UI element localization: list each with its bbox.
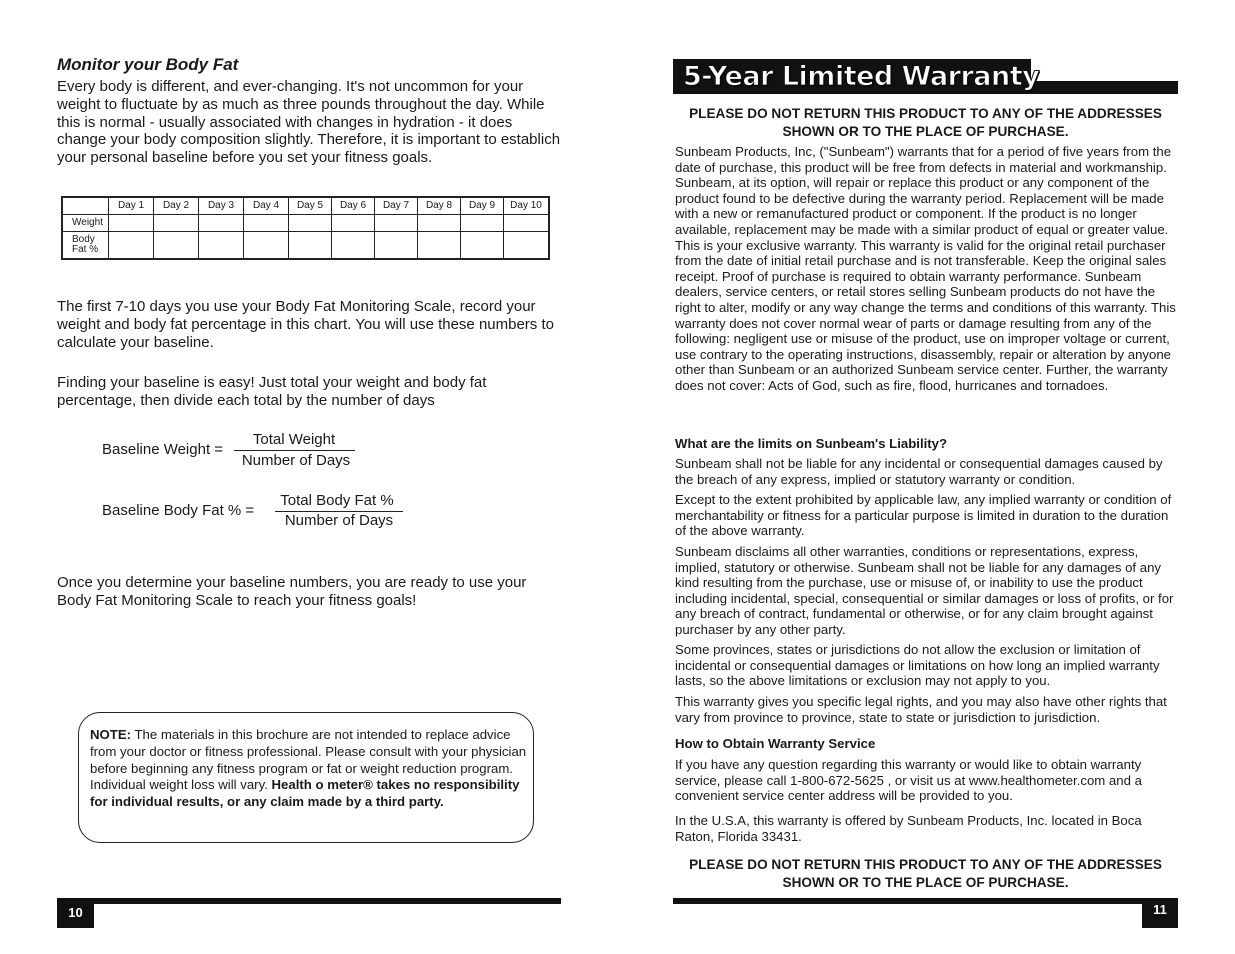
table-header-cell: Day 10 [504,197,550,214]
return-notice-top: PLEASE DO NOT RETURN THIS PRODUCT TO ANY OF THE ADDRESSES SHOWN OR TO THE PLACE OF PURCHASE. [689,106,1162,139]
note-text [90,727,530,811]
table-cell [154,214,199,231]
warranty-paragraph-7: If you have any question regarding this warranty or would like to obtain warranty service, please call 1-800-672-5625 , or visit us at www.healthometer.com and a convenient service center address will be provided to you. [675,757,1142,804]
intro-paragraph: Every body is different, and ever-changing. It's not uncommon for your weight to fluctuate by as much as three pounds throughout the day. While this is normal - usually associated with changes in hydration - it does change your body composition slightly. Therefore, it is important to establich your personal baseline before you set your fitness goals. [57,78,561,167]
warranty-title-rule [1031,81,1178,94]
table-cell [418,231,461,259]
table-row-bodyfat [62,231,549,259]
formula-bodyfat-numerator: Total Body Fat % [280,492,394,509]
table-cell [199,214,244,231]
formula-weight-denominator: Number of Days [241,452,351,469]
table-header-cell: Day 4 [244,197,289,214]
table-header-cell: Day 6 [332,197,375,214]
section-heading: Monitor your Body Fat [57,55,239,74]
row-label-weight: Weight [62,214,109,231]
service-heading: How to Obtain Warranty Service [675,736,876,751]
row-label-bodyfat [62,231,109,259]
table-cell [375,231,418,259]
table-row-weight [62,214,549,231]
table-header-row [62,197,549,214]
table-cell [504,214,550,231]
table-corner-cell [62,197,109,214]
warranty-paragraph-4: Sunbeam disclaims all other warranties, conditions or representations, express, implied, statutory or otherwise. Sunbeam shall not be liable for any damages of any kind resulting from the purchase, use or misuse of, or inability to use the product including incidental, special, consequential or similar damages or loss of profits, or for any breach of contract, fundamental or otherwise, or for any claim brought against purchaser by any other party. [675,544,1174,637]
note-label: NOTE: [90,727,132,742]
warranty-paragraph-5: Some provinces, states or jurisdictions do not allow the exclusion or limitation of incidental or consequential damages or limitations on how long an implied warranty lasts, so the above limitations or exclusion may not apply to you. [675,642,1160,689]
table-cell [244,214,289,231]
page-number-right: 11 [1142,898,1178,928]
warranty-title: 5-Year Limited Warranty [683,61,1040,92]
warranty-paragraph-2: Sunbeam shall not be liable for any incidental or consequential damages caused by the breach of any express, implied or statutory warranty or condition. [675,456,1163,487]
table-header-cell: Day 8 [418,197,461,214]
table-cell [154,231,199,259]
baseline-paragraph: Finding your baseline is easy! Just total your weight and body fat percentage, then divide each total by the number of days [57,374,487,409]
table-cell [289,214,332,231]
formula-weight-label: Baseline Weight = [102,441,224,458]
table-cell [109,214,154,231]
table-cell [461,231,504,259]
warranty-paragraph-3: Except to the extent prohibited by applicable law, any implied warranty or condition of merchantability or fitness for a particular purpose is limited in duration to the duration of the above warranty. [675,492,1172,539]
table-header-cell: Day 7 [375,197,418,214]
note-body: The materials in this brochure are not intended to replace advice from your doctor or fitness professional. Please consult with your physician before beginning any fitness program or fat or weight reduction program. Individual weight loss will vary. [90,727,527,793]
note-disclaimer: Health o meter® takes no responsibility for individual results, or any claim made by a third party. [90,777,520,810]
closing-paragraph: Once you determine your baseline numbers, you are ready to use your Body Fat Monitoring Scale to reach your fitness goals! [57,574,527,609]
return-notice-bottom: PLEASE DO NOT RETURN THIS PRODUCT TO ANY OF THE ADDRESSES SHOWN OR TO THE PLACE OF PURCHASE. [689,857,1162,890]
right-footer-rule [673,898,1178,904]
page-number-left: 10 [57,898,94,928]
formula-weight-fraction-bar [234,450,355,451]
warranty-paragraph-8: In the U.S.A, this warranty is offered by Sunbeam Products, Inc. located in Boca Raton, Florida 33431. [675,813,1142,844]
table-cell [504,231,550,259]
table-cell [418,214,461,231]
table-cell [332,214,375,231]
instructions-paragraph: The first 7-10 days you use your Body Fat Monitoring Scale, record your weight and body fat percentage in this chart. You will use these numbers to calculate your baseline. [57,298,554,351]
table-header-cell: Day 2 [154,197,199,214]
formula-weight-numerator: Total Weight [252,431,336,448]
baseline-tracking-table [61,196,550,260]
table-cell [332,231,375,259]
table-cell [244,231,289,259]
table-header-cell: Day 3 [199,197,244,214]
table-cell [289,231,332,259]
liability-heading: What are the limits on Sunbeam's Liability? [675,436,948,451]
formula-bodyfat-denominator: Number of Days [284,512,394,529]
table-cell [199,231,244,259]
table-cell [109,231,154,259]
warranty-paragraph-6: This warranty gives you specific legal rights, and you may also have other rights that vary from province to province, state to state or jurisdiction to jurisdiction. [675,694,1167,725]
table-header-cell: Day 5 [289,197,332,214]
table-header-cell: Day 9 [461,197,504,214]
formula-bodyfat-label: Baseline Body Fat % = [102,502,255,519]
left-footer-rule [57,898,561,904]
table-cell [375,214,418,231]
table-cell [461,214,504,231]
warranty-paragraph-1: Sunbeam Products, Inc, ("Sunbeam") warrants that for a period of five years from the date of purchase, this product will be free from defects in material and workmanship. Sunbeam, at its option, will repair or replace this product or any component of the product found to be defective during the warranty period. Replacement will be made with a new or remanufactured product or component. If the product is no longer available, replacement may be made with a similar product of equal or greater value. This is your exclusive warranty. This warranty is valid for the original retail purchaser from the date of initial retail purchase and is not transferable. Keep the original sales receipt. Proof of purchase is required to obtain warranty performance. Sunbeam dealers, service centers, or retail stores selling Sunbeam products do not have the right to alter, modify or any way change the terms and conditions of this warranty. This warranty does not cover normal wear of parts or damage resulting from any of the following: negligent use or misuse of the product, use on improper voltage or current, use contrary to the operating instructions, disassembly, repair or alteration by anyone other than Sunbeam or an authorized Sunbeam service center. Further, the warranty does not cover: Acts of God, such as fire, flood, hurricanes and tornadoes. [675,144,1176,393]
table-header-cell: Day 1 [109,197,154,214]
row-label-bodyfat-line1: Body [72,233,95,245]
row-label-bodyfat-line2: Fat % [72,243,99,255]
